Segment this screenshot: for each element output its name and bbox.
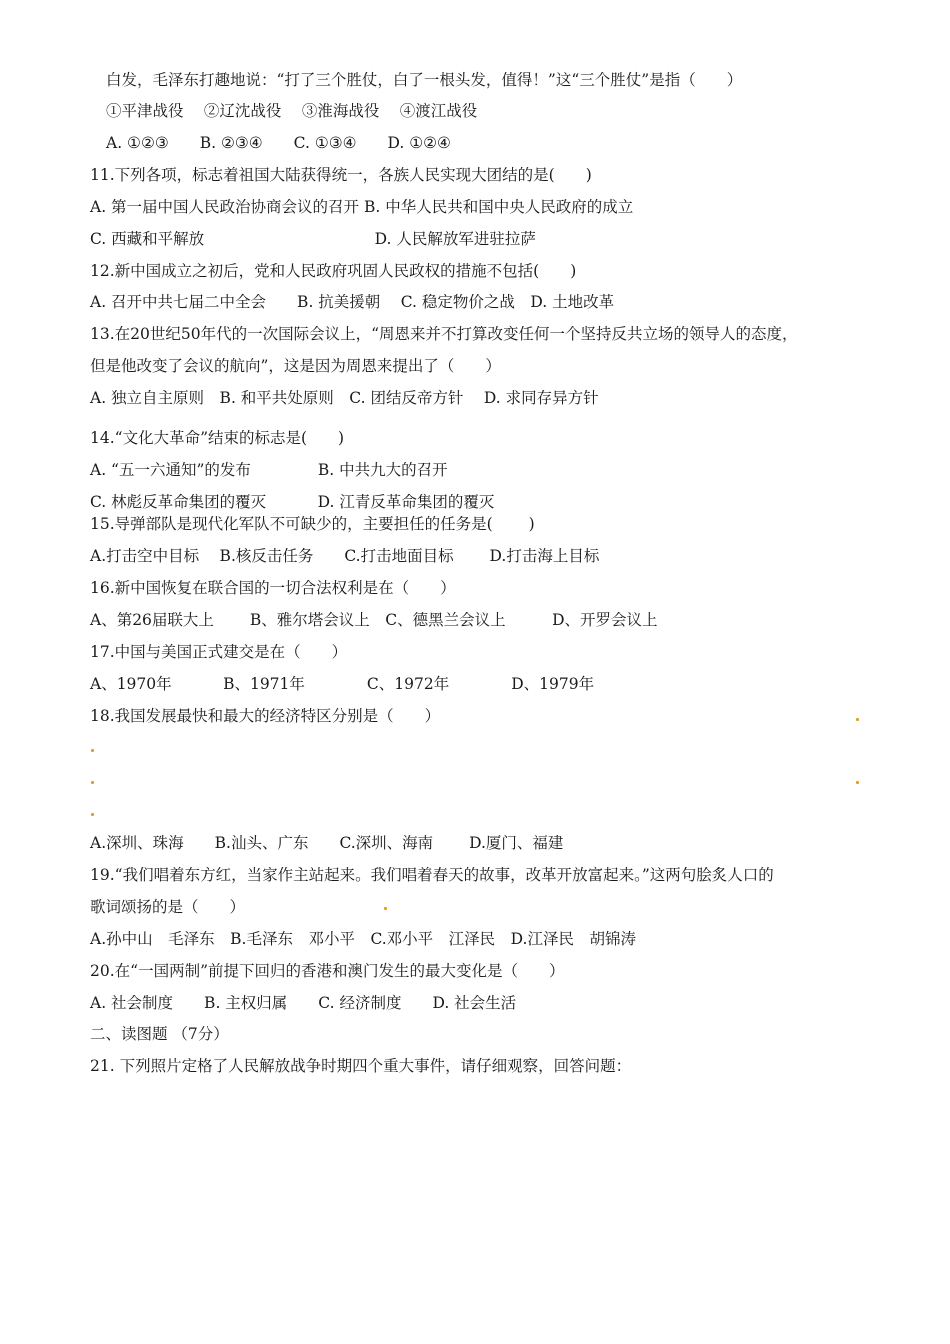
q10-options: A. ①②③ B. ②③④ C. ①③④ D. ①②④ xyxy=(106,134,451,152)
q17-stem: 17.中国与美国正式建交是在（ ） xyxy=(90,643,348,661)
q21-stem: 21. 下列照片定格了人民解放战争时期四个重大事件，请仔细观察，回答问题： xyxy=(90,1057,632,1075)
stray-dot xyxy=(856,781,859,784)
q14-options-cd: C. 林彪反革命集团的覆灭 D. 江青反革命集团的覆灭 xyxy=(90,493,495,511)
q14-options-ab: A. “五一六通知”的发布 B. 中共九大的召开 xyxy=(90,461,448,479)
q18-stem: 18.我国发展最快和最大的经济特区分别是（ ） xyxy=(90,707,441,725)
q13-options: A. 独立自主原则 B. 和平共处原则 C. 团结反帝方针 D. 求同存异方针 xyxy=(90,389,599,407)
q19-stem-line1: 19.“我们唱着东方红，当家作主站起来。我们唱着春天的故事，改革开放富起来。”这两句脍炙人口的 xyxy=(90,866,774,884)
stray-dot xyxy=(384,907,387,910)
q18-options: A.深圳、珠海 B.汕头、广东 C.深圳、海南 D.厦门、福建 xyxy=(90,834,564,852)
stray-dot xyxy=(91,813,94,816)
q11-stem: 11.下列各项，标志着祖国大陆获得统一，各族人民实现大团结的是( ) xyxy=(90,166,592,184)
q19-options: A.孙中山 毛泽东 B.毛泽东 邓小平 C.邓小平 江泽民 D.江泽民 胡锦涛 xyxy=(90,930,636,948)
q15-options: A.打击空中目标 B.核反击任务 C.打击地面目标 D.打击海上目标 xyxy=(90,547,600,565)
q15-stem: 15.导弹部队是现代化军队不可缺少的，主要担任的任务是( ) xyxy=(90,515,535,533)
q17-options: A、1970年 B、1971年 C、1972年 D、1979年 xyxy=(90,675,595,693)
stray-dot xyxy=(91,749,94,752)
q12-stem: 12.新中国成立之初后，党和人民政府巩固人民政权的措施不包括( ) xyxy=(90,262,577,280)
q13-stem-line2: 但是他改变了会议的航向”，这是因为周恩来提出了（ ） xyxy=(90,357,501,375)
q20-stem: 20.在“一国两制”前提下回归的香港和澳门发生的最大变化是（ ） xyxy=(90,962,565,980)
q19-stem-line2: 歌词颂扬的是（ ） xyxy=(90,898,246,916)
q12-options: A. 召开中共七届二中全会 B. 抗美援朝 C. 稳定物价之战 D. 土地改革 xyxy=(90,293,615,311)
section-heading: 二、读图题 （7分） xyxy=(90,1025,229,1043)
q14-stem: 14.“文化大革命”结束的标志是( ) xyxy=(90,429,345,447)
q10-items: ①平津战役 ②辽沈战役 ③淮海战役 ④渡江战役 xyxy=(106,102,478,120)
q11-options-cd: C. 西藏和平解放 D. 人民解放军进驻拉萨 xyxy=(90,230,536,248)
stray-dot xyxy=(856,718,859,721)
q16-options: A、第26届联大上 B、雅尔塔会议上 C、德黑兰会议上 D、开罗会议上 xyxy=(90,611,658,629)
q16-stem: 16.新中国恢复在联合国的一切合法权利是在（ ） xyxy=(90,579,456,597)
stray-dot xyxy=(91,781,94,784)
q10-stem-continued: 白发，毛泽东打趣地说：“打了三个胜仗，白了一根头发，值得！”这“三个胜仗”是指（ ） xyxy=(106,71,743,89)
q11-options-ab: A. 第一届中国人民政治协商会议的召开 B. 中华人民共和国中央人民政府的成立 xyxy=(90,198,634,216)
q13-stem-line1: 13.在20世纪50年代的一次国际会议上，“周恩来并不打算改变任何一个坚持反共立场的领导人的态度， xyxy=(90,325,798,343)
q20-options: A. 社会制度 B. 主权归属 C. 经济制度 D. 社会生活 xyxy=(90,994,517,1012)
